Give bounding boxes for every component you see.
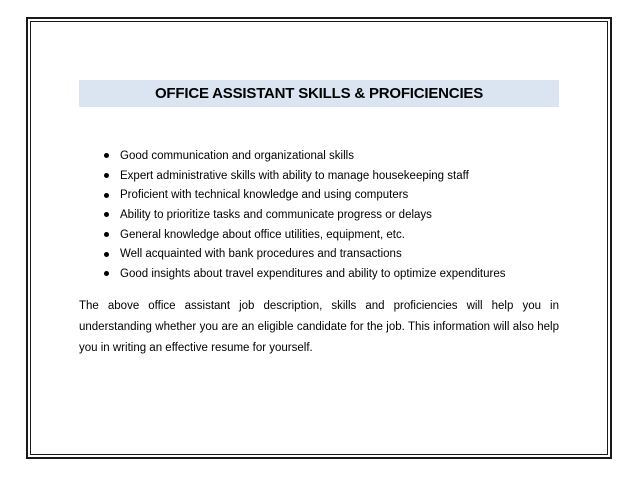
skill-text: Good communication and organizational skills <box>120 149 354 162</box>
list-item <box>96 185 505 205</box>
skill-text: Expert administrative skills with ability to manage housekeeping staff <box>120 169 469 182</box>
skill-text: Well acquainted with bank procedures and transactions <box>120 248 402 261</box>
skill-text: Good insights about travel expenditures and ability to optimize expenditures <box>120 267 506 280</box>
bullet-icon <box>104 212 109 217</box>
list-item <box>96 205 505 225</box>
bullet-icon <box>104 193 109 198</box>
skill-text: General knowledge about office utilities, equipment, etc. <box>120 228 405 241</box>
skill-text: Ability to prioritize tasks and communicate progress or delays <box>120 208 432 221</box>
list-item <box>96 244 505 264</box>
summary-paragraph: The above office assistant job description, skills and proficiencies will help you in understanding whether you are an eligible candidate for the job. This information will also help you in writing an effective resume for yourself. <box>79 300 559 354</box>
list-item <box>96 264 505 284</box>
skill-text: Proficient with technical knowledge and using computers <box>120 189 409 202</box>
bullet-icon <box>104 232 109 237</box>
list-item <box>96 146 505 166</box>
list-item <box>96 166 505 186</box>
section-heading-bar <box>79 80 559 107</box>
bullet-icon <box>104 153 109 158</box>
bullet-icon <box>104 252 109 257</box>
skills-list <box>96 146 505 284</box>
bullet-icon <box>104 271 109 276</box>
section-heading: OFFICE ASSISTANT SKILLS & PROFICIENCIES <box>154 85 484 102</box>
bullet-icon <box>104 173 109 178</box>
list-item <box>96 225 505 245</box>
